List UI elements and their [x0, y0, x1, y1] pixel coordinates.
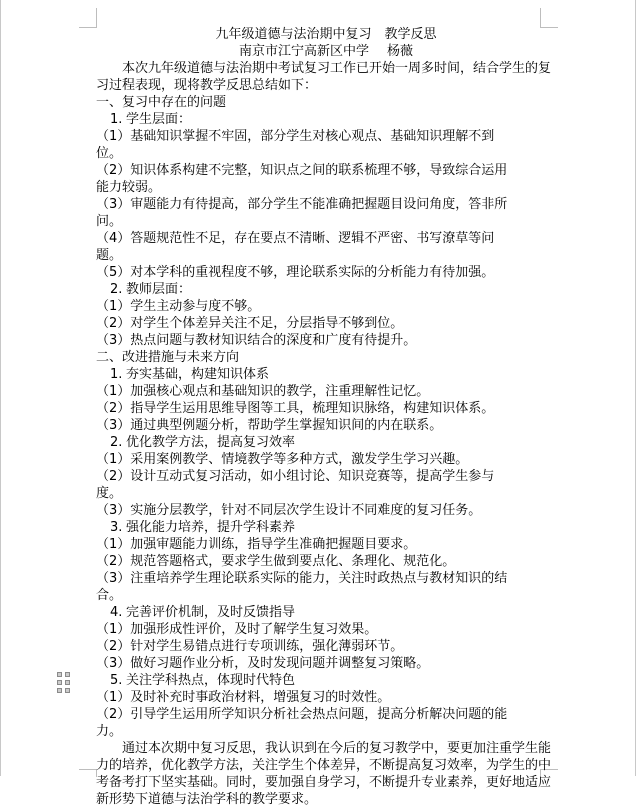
list-item-title: 强化能力培养，提升学科素养	[126, 520, 296, 535]
sub-point: （1）采用案例教学、情境教学等多种方式，激发学生学习兴趣。	[96, 452, 469, 467]
school-name: 南京市江宁高新区中学	[238, 44, 369, 59]
drag-handle-dot	[65, 680, 70, 685]
author-name: 杨薇	[387, 44, 414, 59]
sub-point: （3）实施分层教学，针对不同层次学生设计不同难度的复习任务。	[96, 503, 482, 518]
section-heading-improvements: 二、改进措施与未来方向	[96, 350, 240, 365]
list-number: 1.	[110, 367, 123, 382]
list-item	[96, 519, 556, 536]
list-item	[96, 604, 556, 621]
doc-title: 九年级道德与法治期中复习 教学反思	[215, 27, 437, 42]
sub-point: （3）热点问题与教材知识结合的深度和广度有待提升。	[96, 333, 417, 348]
sub-point: （1）基础知识掌握不牢固，部分学生对核心观点、基础知识理解不到位。	[96, 129, 495, 161]
list-item	[96, 672, 556, 689]
drag-handle-dot	[57, 672, 62, 677]
drag-handle-icon[interactable]	[57, 672, 70, 693]
list-item-title: 完善评价机制，及时反馈指导	[126, 605, 296, 620]
sub-point: （1）加强审题能力训练，指导学生准确把握题目要求。	[96, 537, 417, 552]
list-item-title: 学生层面：	[126, 112, 192, 127]
sub-point: （3）审题能力有待提高，部分学生不能准确把握题目设问角度，答非所问。	[96, 197, 508, 229]
list-item-title: 优化教学方法，提高复习效率	[126, 435, 296, 450]
drag-handle-dot	[57, 680, 62, 685]
sub-point: （5）对本学科的重视程度不够，理论联系实际的分析能力有待加强。	[96, 265, 495, 280]
margin-mark-top-left	[79, 8, 97, 28]
sub-point: （4）答题规范性不足，存在要点不清晰、逻辑不严密、书写潦草等问题。	[96, 231, 495, 263]
sub-point: （2）引导学生运用所学知识分析社会热点问题，提高分析解决问题的能力。	[96, 707, 508, 739]
sub-point: （2）对学生个体差异关注不足，分层指导不够到位。	[96, 316, 404, 331]
sub-point: （3）通过典型例题分析，帮助学生掌握知识间的内在联系。	[96, 418, 443, 433]
drag-handle-dot	[65, 672, 70, 677]
list-item	[96, 366, 556, 383]
sub-point: （2）规范答题格式，要求学生做到要点化、条理化、规范化。	[96, 554, 456, 569]
drag-handle-dot	[65, 688, 70, 693]
list-item	[96, 281, 556, 298]
list-number: 2.	[110, 435, 123, 450]
section-heading-problems: 一、复习中存在的问题	[96, 95, 227, 110]
doc-byline	[96, 43, 556, 60]
list-number: 4.	[110, 605, 123, 620]
margin-mark-top-right	[540, 8, 558, 28]
list-number: 1.	[110, 112, 123, 127]
sub-point: （2）针对学生易错点进行专项训练，强化薄弱环节。	[96, 639, 404, 654]
sub-point: （2）指导学生运用思维导图等工具，梳理知识脉络，构建知识体系。	[96, 401, 495, 416]
sub-point: （1）加强核心观点和基础知识的教学，注重理解性记忆。	[96, 384, 430, 399]
list-item-title: 夯实基础，构建知识体系	[126, 367, 270, 382]
sub-point: （3）注重培养学生理论联系实际的能力，关注时政热点与教材知识的结合。	[96, 571, 508, 603]
sub-point: （2）设计互动式复习活动，如小组讨论、知识竞赛等，提高学生参与度。	[96, 469, 495, 501]
list-number: 3.	[110, 520, 123, 535]
sub-point: （1）及时补充时事政治材料，增强复习的时效性。	[96, 690, 391, 705]
closing-paragraph: 通过本次期中复习反思，我认识到在今后的复习教学中，要更加注重学生能力的培养，优化教学方法，关注学生个体差异，不断提高复习效率，为学生的中考备考打下坚实基础。同时，要加强自身学习，不断提升专业素养，更好地适应新形势下道德与法治学科的教学要求。	[96, 741, 552, 807]
sub-point: （1）学生主动参与度不够。	[96, 299, 261, 314]
list-number: 5.	[110, 673, 123, 688]
list-item	[96, 434, 556, 451]
sub-point: （2）知识体系构建不完整，知识点之间的联系梳理不够，导致综合运用能力较弱。	[96, 163, 508, 195]
intro-paragraph: 本次九年级道德与法治期中考试复习工作已开始一周多时间，结合学生的复习过程表现，现将教学反思总结如下：	[96, 61, 552, 93]
list-item-title: 教师层面：	[126, 282, 192, 297]
drag-handle-dot	[57, 688, 62, 693]
list-number: 2.	[110, 282, 123, 297]
document-content	[96, 26, 556, 808]
sub-point: （1）加强形成性评价，及时了解学生复习效果。	[96, 622, 378, 637]
list-item-title: 关注学科热点，体现时代特色	[126, 673, 296, 688]
sub-point: （3）做好习题作业分析，及时发现问题并调整复习策略。	[96, 656, 430, 671]
list-item	[96, 111, 556, 128]
